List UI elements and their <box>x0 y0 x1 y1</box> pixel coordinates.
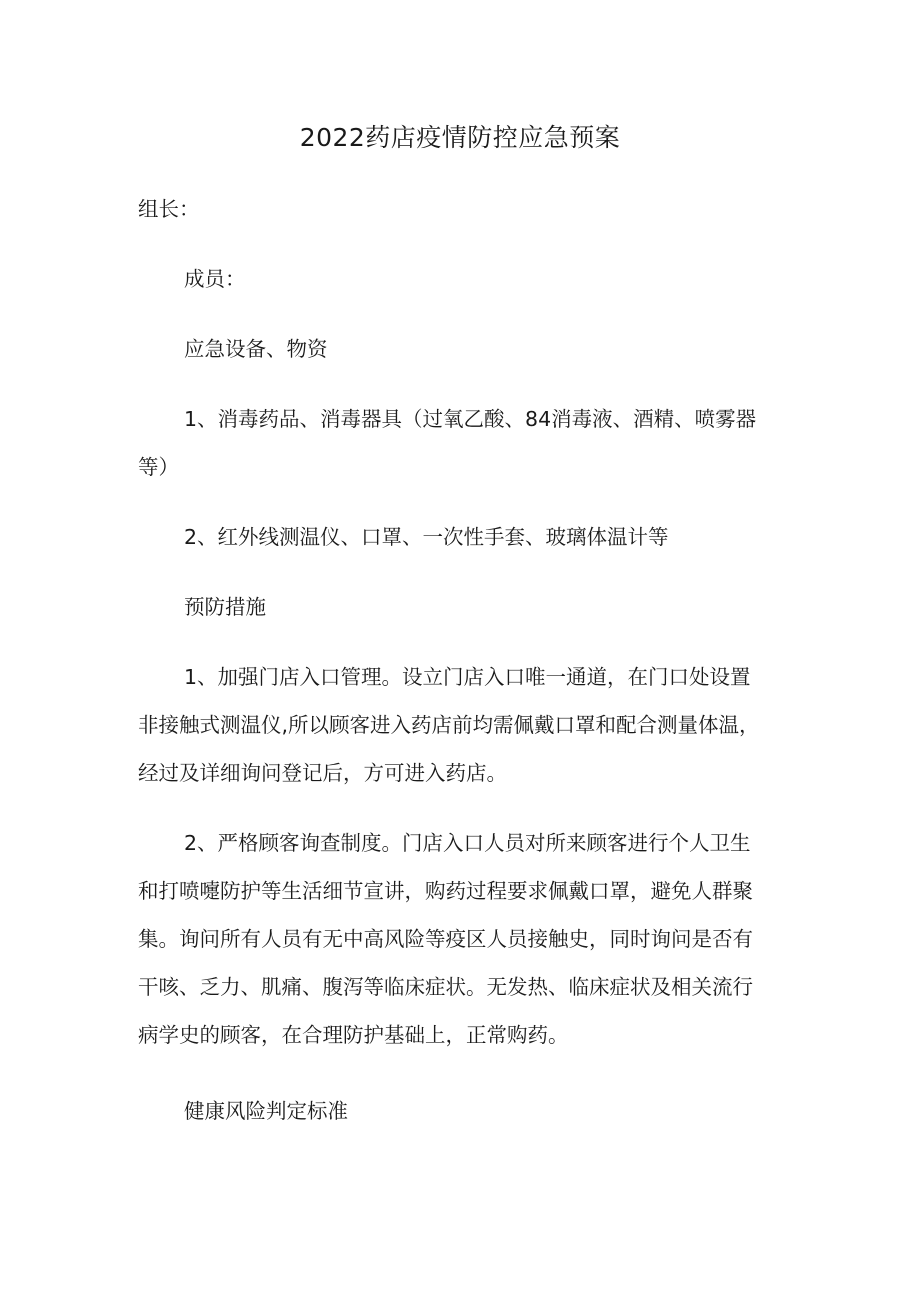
prevention-item-1-line-3: 经过及详细询问登记后，方可进入药店。 <box>138 761 507 785</box>
prevention-item-2-line-3: 集。询问所有人员有无中高风险等疫区人员接触史，同时询问是否有 <box>138 927 753 951</box>
document-title: 2022药店疫情防控应急预案 <box>299 123 621 152</box>
prevention-item-2-line-4: 干咳、乏力、肌痛、腹泻等临床症状。无发热、临床症状及相关流行 <box>138 975 753 999</box>
prevention-item-1-line-1: 1、加强门店入口管理。设立门店入口唯一通道，在门口处设置 <box>184 665 751 689</box>
prevention-item-2-line-1: 2、严格顾客询查制度。门店入口人员对所来顾客进行个人卫生 <box>184 831 751 855</box>
equipment-item-1-line-2: 等） <box>138 455 179 479</box>
health-risk-heading: 健康风险判定标准 <box>184 1099 348 1123</box>
prevention-item-2-line-2: 和打喷嚏防护等生活细节宣讲，购药过程要求佩戴口罩，避免人群聚 <box>138 879 753 903</box>
members-label: 成员： <box>184 267 246 291</box>
equipment-item-2: 2、红外线测温仪、口罩、一次性手套、玻璃体温计等 <box>184 525 669 549</box>
equipment-heading: 应急设备、物资 <box>184 337 328 361</box>
leader-label: 组长： <box>138 197 200 221</box>
prevention-item-2-line-5: 病学史的顾客，在合理防护基础上，正常购药。 <box>138 1023 569 1047</box>
prevention-heading: 预防措施 <box>184 595 266 619</box>
prevention-item-1-line-2: 非接触式测温仪,所以顾客进入药店前均需佩戴口罩和配合测量体温， <box>138 713 760 737</box>
equipment-item-1-line-1: 1、消毒药品、消毒器具（过氧乙酸、84消毒液、酒精、喷雾器 <box>184 407 757 431</box>
